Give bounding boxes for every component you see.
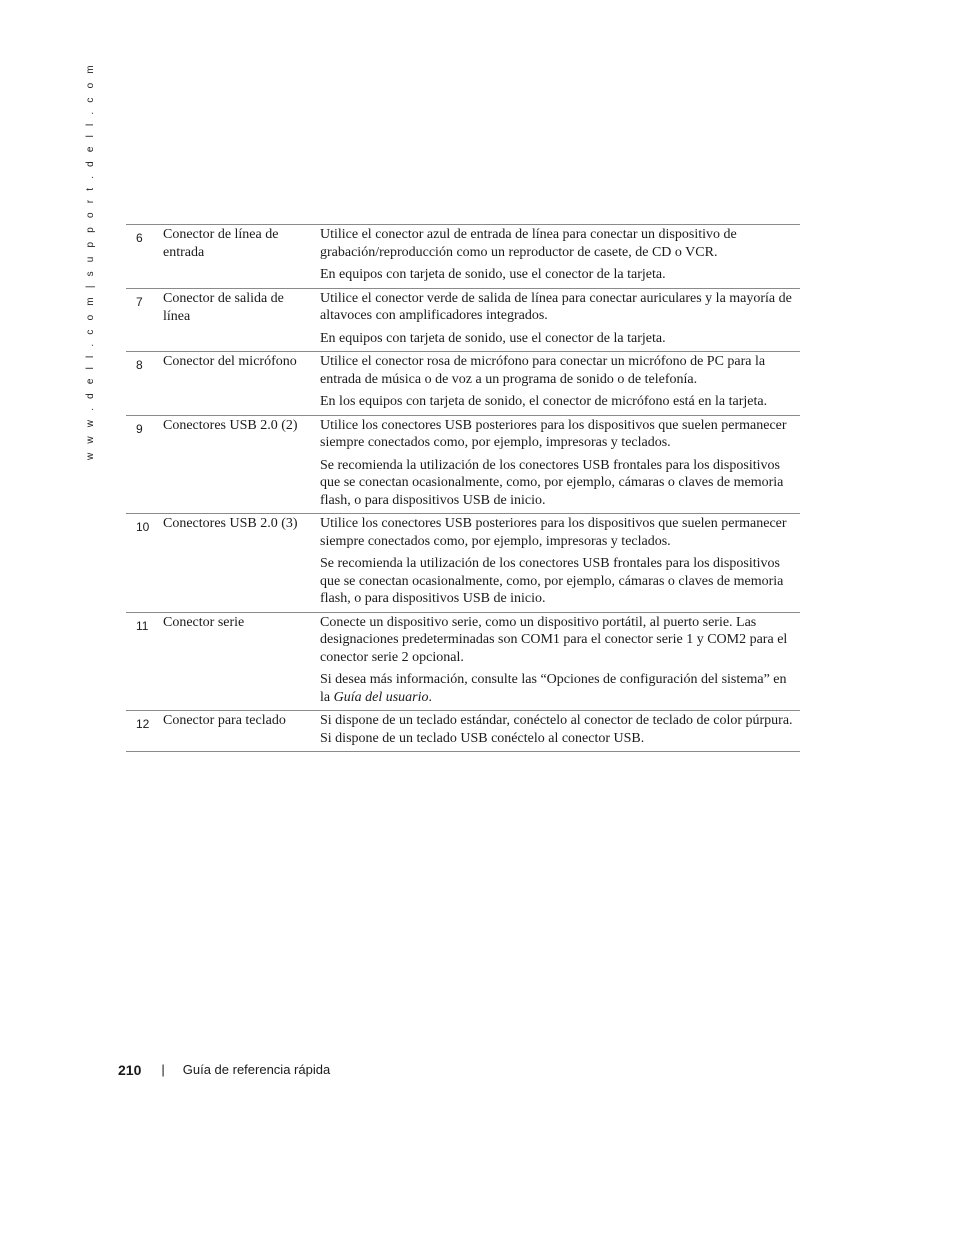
connector-description [320,415,800,514]
connector-name: Conectores USB 2.0 (2) [163,417,298,433]
side-url: w w w . d e l l . c o m | s u p p o r t . d e l l . c o m [85,62,96,460]
table-row [126,288,800,352]
connector-name: Conector de línea de entrada [163,227,279,260]
paragraph-text: Si desea más información, consulte las “Opciones de configuración del sistema” en la [320,672,787,705]
connector-number: 8 [136,358,143,372]
connector-number: 6 [136,231,143,245]
connector-description [320,711,800,752]
paragraph-text: Se recomienda la utilización de los conectores USB frontales para los dispositivos que se conectan ocasionalmente, como, por ejemplo, cámaras o claves de memoria flash, o para dispositivos USB de inicio. [320,556,784,606]
connector-description [320,288,800,352]
connector-number: 11 [136,618,149,633]
table-row [126,352,800,416]
description-paragraph [320,266,796,284]
description-paragraph [320,290,796,325]
description-paragraph [320,353,796,388]
paragraph-text: Se recomienda la utilización de los conectores USB frontales para los dispositivos que se conectan ocasionalmente, como, por ejemplo, cámaras o claves de memoria flash, o para dispositivos USB de inicio. [320,457,784,508]
table-row [126,225,800,289]
description-paragraph [320,393,796,411]
description-paragraph [320,555,796,608]
connector-name: Conector del micrófono [163,354,297,369]
table-row [126,415,800,514]
description-paragraph [320,671,796,706]
connector-number: 12 [136,717,150,731]
description-paragraph [320,457,796,510]
page-number: 210 [118,1062,142,1078]
footer-separator: | [161,1062,165,1077]
description-paragraph [320,330,796,348]
connector-number: 10 [136,520,150,534]
connector-description [320,612,800,711]
page-footer [118,1061,330,1079]
connector-number: 7 [136,294,143,309]
connector-description [320,225,800,289]
connector-name: Conectores USB 2.0 (3) [163,516,298,531]
description-paragraph [320,614,796,667]
description-paragraph [320,417,796,452]
connector-table [126,224,800,752]
description-paragraph [320,712,796,747]
table-row [126,711,800,752]
paragraph-text: Utilice los conectores USB posteriores para los dispositivos que suelen permanecer siempre conectados como, por ejemplo, impresoras y teclados. [320,417,787,450]
paragraph-text: En equipos con tarjeta de sonido, use el conector de la tarjeta. [320,330,666,346]
paragraph-text: Si dispone de un teclado estándar, conéctelo al conector de teclado de color púrpura. Si dispone de un teclado USB conéctelo al conector USB. [320,713,793,746]
paragraph-text: Utilice el conector verde de salida de línea para conectar auriculares y la mayoría de altavoces con amplificadores integrados. [320,290,792,323]
connector-name: Conector de salida de línea [163,290,284,324]
paragraph-italic: Guía del usuario [333,689,429,705]
connector-description [320,514,800,613]
connector-description [320,352,800,416]
connector-name: Conector para teclado [163,713,286,728]
paragraph-text: Utilice el conector azul de entrada de línea para conectar un dispositivo de grabación/reproducción como un reproductor de casete, de CD o VCR. [320,227,737,260]
footer-title: Guía de referencia rápida [182,1062,331,1077]
connector-number: 9 [136,421,143,436]
paragraph-text: Utilice los conectores USB posteriores para los dispositivos que suelen permanecer siempre conectados como, por ejemplo, impresoras y teclados. [320,516,787,549]
paragraph-text: Utilice el conector rosa de micrófono para conectar un micrófono de PC para la entrada de música o de voz a un programa de sonido o de telefonía. [320,354,766,387]
table-row [126,514,800,613]
paragraph-text-after: . [428,689,432,705]
paragraph-text: En equipos con tarjeta de sonido, use el conector de la tarjeta. [320,267,666,282]
paragraph-text: En los equipos con tarjeta de sonido, el conector de micrófono está en la tarjeta. [320,394,768,409]
connector-name: Conector serie [163,614,245,630]
description-paragraph [320,515,796,550]
table-row [126,612,800,711]
paragraph-text: Conecte un dispositivo serie, como un dispositivo portátil, al puerto serie. Las designaciones predeterminadas son COM1 para el conector serie 1 y COM2 para el conector serie 2 opcional. [320,614,788,665]
description-paragraph [320,226,796,261]
